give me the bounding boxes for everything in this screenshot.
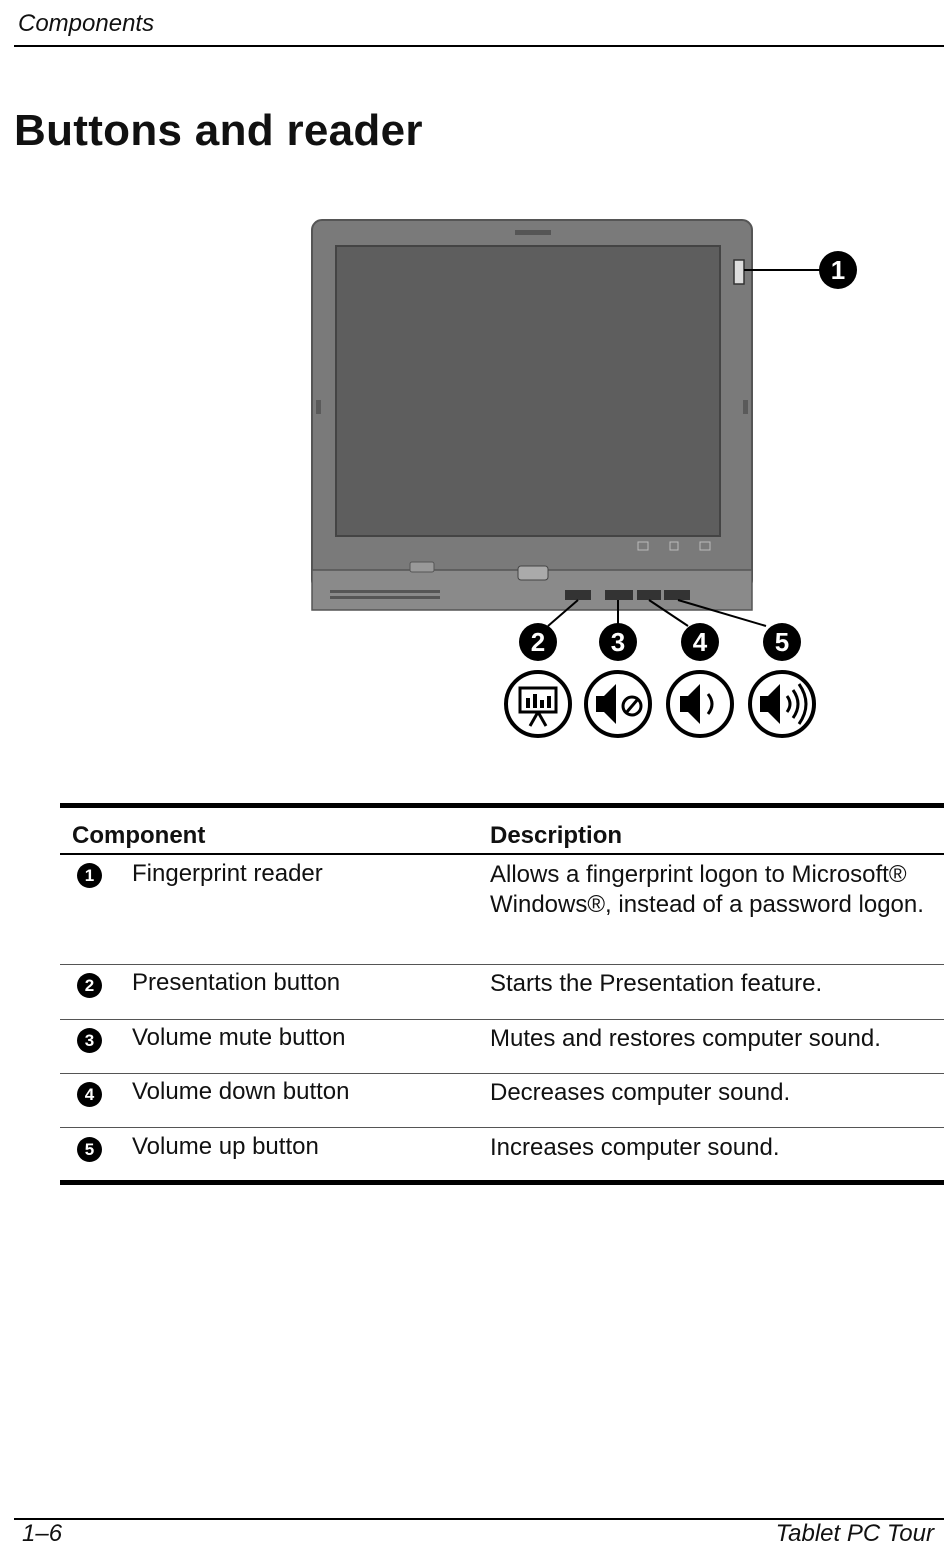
table-top-rule [60, 803, 944, 808]
row-4-component: Volume down button [132, 1078, 350, 1105]
row-5-component: Volume up button [132, 1133, 319, 1160]
column-header-description: Description [490, 822, 623, 849]
row-rule [60, 1073, 944, 1074]
svg-text:5: 5 [774, 627, 790, 657]
row-3-number: 3 [77, 1028, 102, 1053]
svg-text:3: 3 [610, 627, 626, 657]
fingerprint-reader [734, 260, 744, 284]
running-header: Components [18, 10, 155, 37]
row-rule [60, 1019, 944, 1020]
volume-up-button [664, 590, 690, 600]
row-2-description: Starts the Presentation feature. [490, 970, 823, 997]
page-title: Buttons and reader [14, 106, 423, 155]
presentation-icon [506, 672, 570, 736]
row-5-description: Increases computer sound. [490, 1134, 780, 1161]
callout-1-label: 1 [830, 255, 846, 285]
tablet-illustration [300, 210, 880, 770]
presentation-button [565, 590, 591, 600]
header-rule [14, 45, 944, 47]
row-1-number: 1 [77, 863, 102, 888]
svg-text:2: 2 [530, 627, 546, 657]
volume-down-icon [668, 672, 732, 736]
row-rule [60, 964, 944, 965]
chapter-title: Tablet PC Tour [775, 1520, 934, 1547]
header-row-rule [60, 853, 944, 855]
row-2-number: 2 [77, 973, 102, 998]
row-4-number: 4 [77, 1082, 102, 1107]
volume-up-icon [750, 672, 814, 736]
row-rule [60, 1127, 944, 1128]
volume-down-button [637, 590, 661, 600]
row-1-component: Fingerprint reader [132, 860, 323, 887]
tablet-screen [336, 246, 720, 536]
row-2-component: Presentation button [132, 969, 341, 996]
row-3-description: Mutes and restores computer sound. [490, 1025, 881, 1052]
table-bottom-rule [60, 1180, 944, 1185]
row-1-description: Allows a fingerprint logon to Microsoft® Windows®, instead of a password logon. [490, 861, 924, 918]
row-5-number: 5 [77, 1137, 102, 1162]
column-header-component: Component [72, 822, 206, 849]
volume-mute-button [605, 590, 633, 600]
row-3-component: Volume mute button [132, 1024, 346, 1051]
svg-text:4: 4 [692, 627, 708, 657]
volume-mute-icon [586, 672, 650, 736]
page-number: 1–6 [22, 1520, 63, 1547]
row-4-description: Decreases computer sound. [490, 1079, 791, 1106]
